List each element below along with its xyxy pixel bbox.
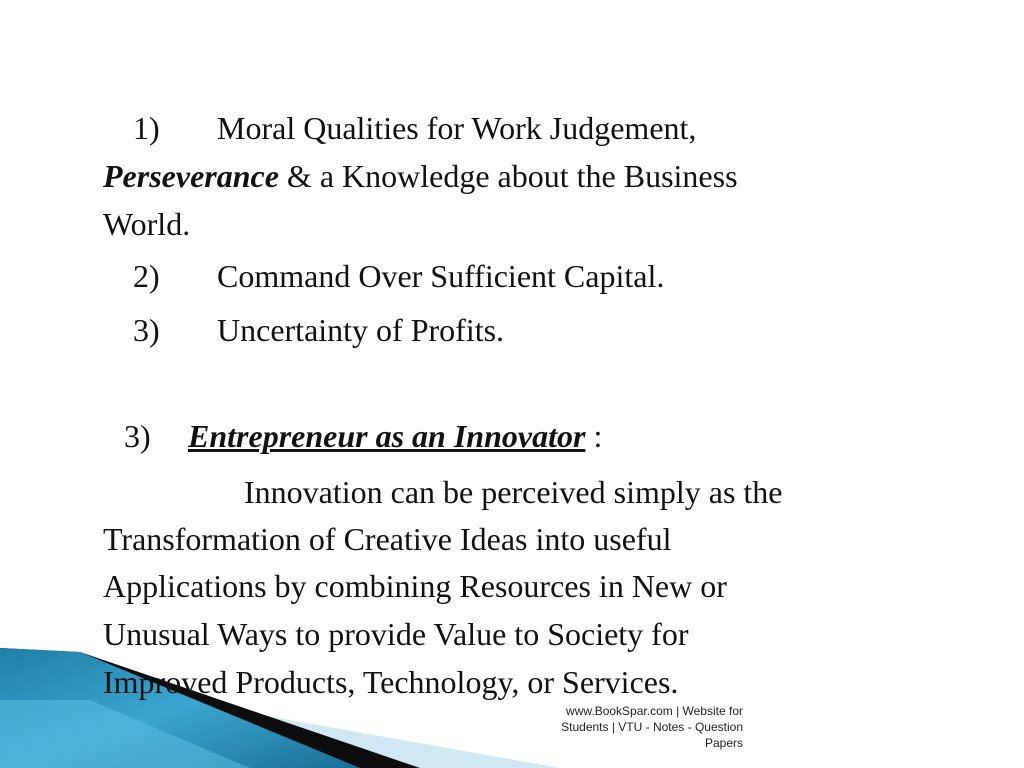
list-item-3-number: 3) (133, 312, 160, 348)
list-item-1-text-c: World. (103, 206, 191, 242)
section-heading: Entrepreneur as an Innovator (188, 418, 586, 454)
paragraph-line-3: Applications by combining Resources in New or (103, 568, 727, 604)
list-item-1-text-b: & a Knowledge about the Business (278, 158, 738, 194)
list-item-1-text-a: Moral Qualities for Work Judgement, (217, 110, 697, 146)
list-item-1-emphasis: Perseverance (103, 158, 279, 194)
list-item-1-line-1 (133, 108, 696, 148)
paragraph-line-4: Unusual Ways to provide Value to Society for (103, 616, 689, 652)
list-item-1-number: 1) (133, 110, 160, 146)
paragraph-line-2: Transformation of Creative Ideas into useful (103, 521, 672, 557)
section-heading-line (124, 416, 602, 456)
footer-line-1: www.BookSpar.com | Website for (566, 704, 743, 718)
list-item-2-number: 2) (133, 258, 160, 294)
footer-line-3: Papers (704, 736, 743, 750)
footer-line-2: Students | VTU - Notes - Question (561, 720, 743, 734)
footer-credit (520, 703, 743, 751)
section-colon: : (585, 418, 603, 454)
list-item-3-text: Uncertainty of Profits. (217, 312, 505, 348)
paragraph-line-1: Innovation can be perceived simply as the (244, 474, 783, 510)
list-item-3 (133, 310, 504, 350)
list-item-1-line-2 (103, 156, 738, 196)
list-item-2 (133, 256, 664, 296)
paragraph-line-5: Improved Products, Technology, or Services. (103, 664, 679, 700)
section-number: 3) (124, 418, 151, 454)
list-item-1-line-3 (103, 204, 190, 244)
list-item-2-text: Command Over Sufficient Capital. (217, 258, 665, 294)
